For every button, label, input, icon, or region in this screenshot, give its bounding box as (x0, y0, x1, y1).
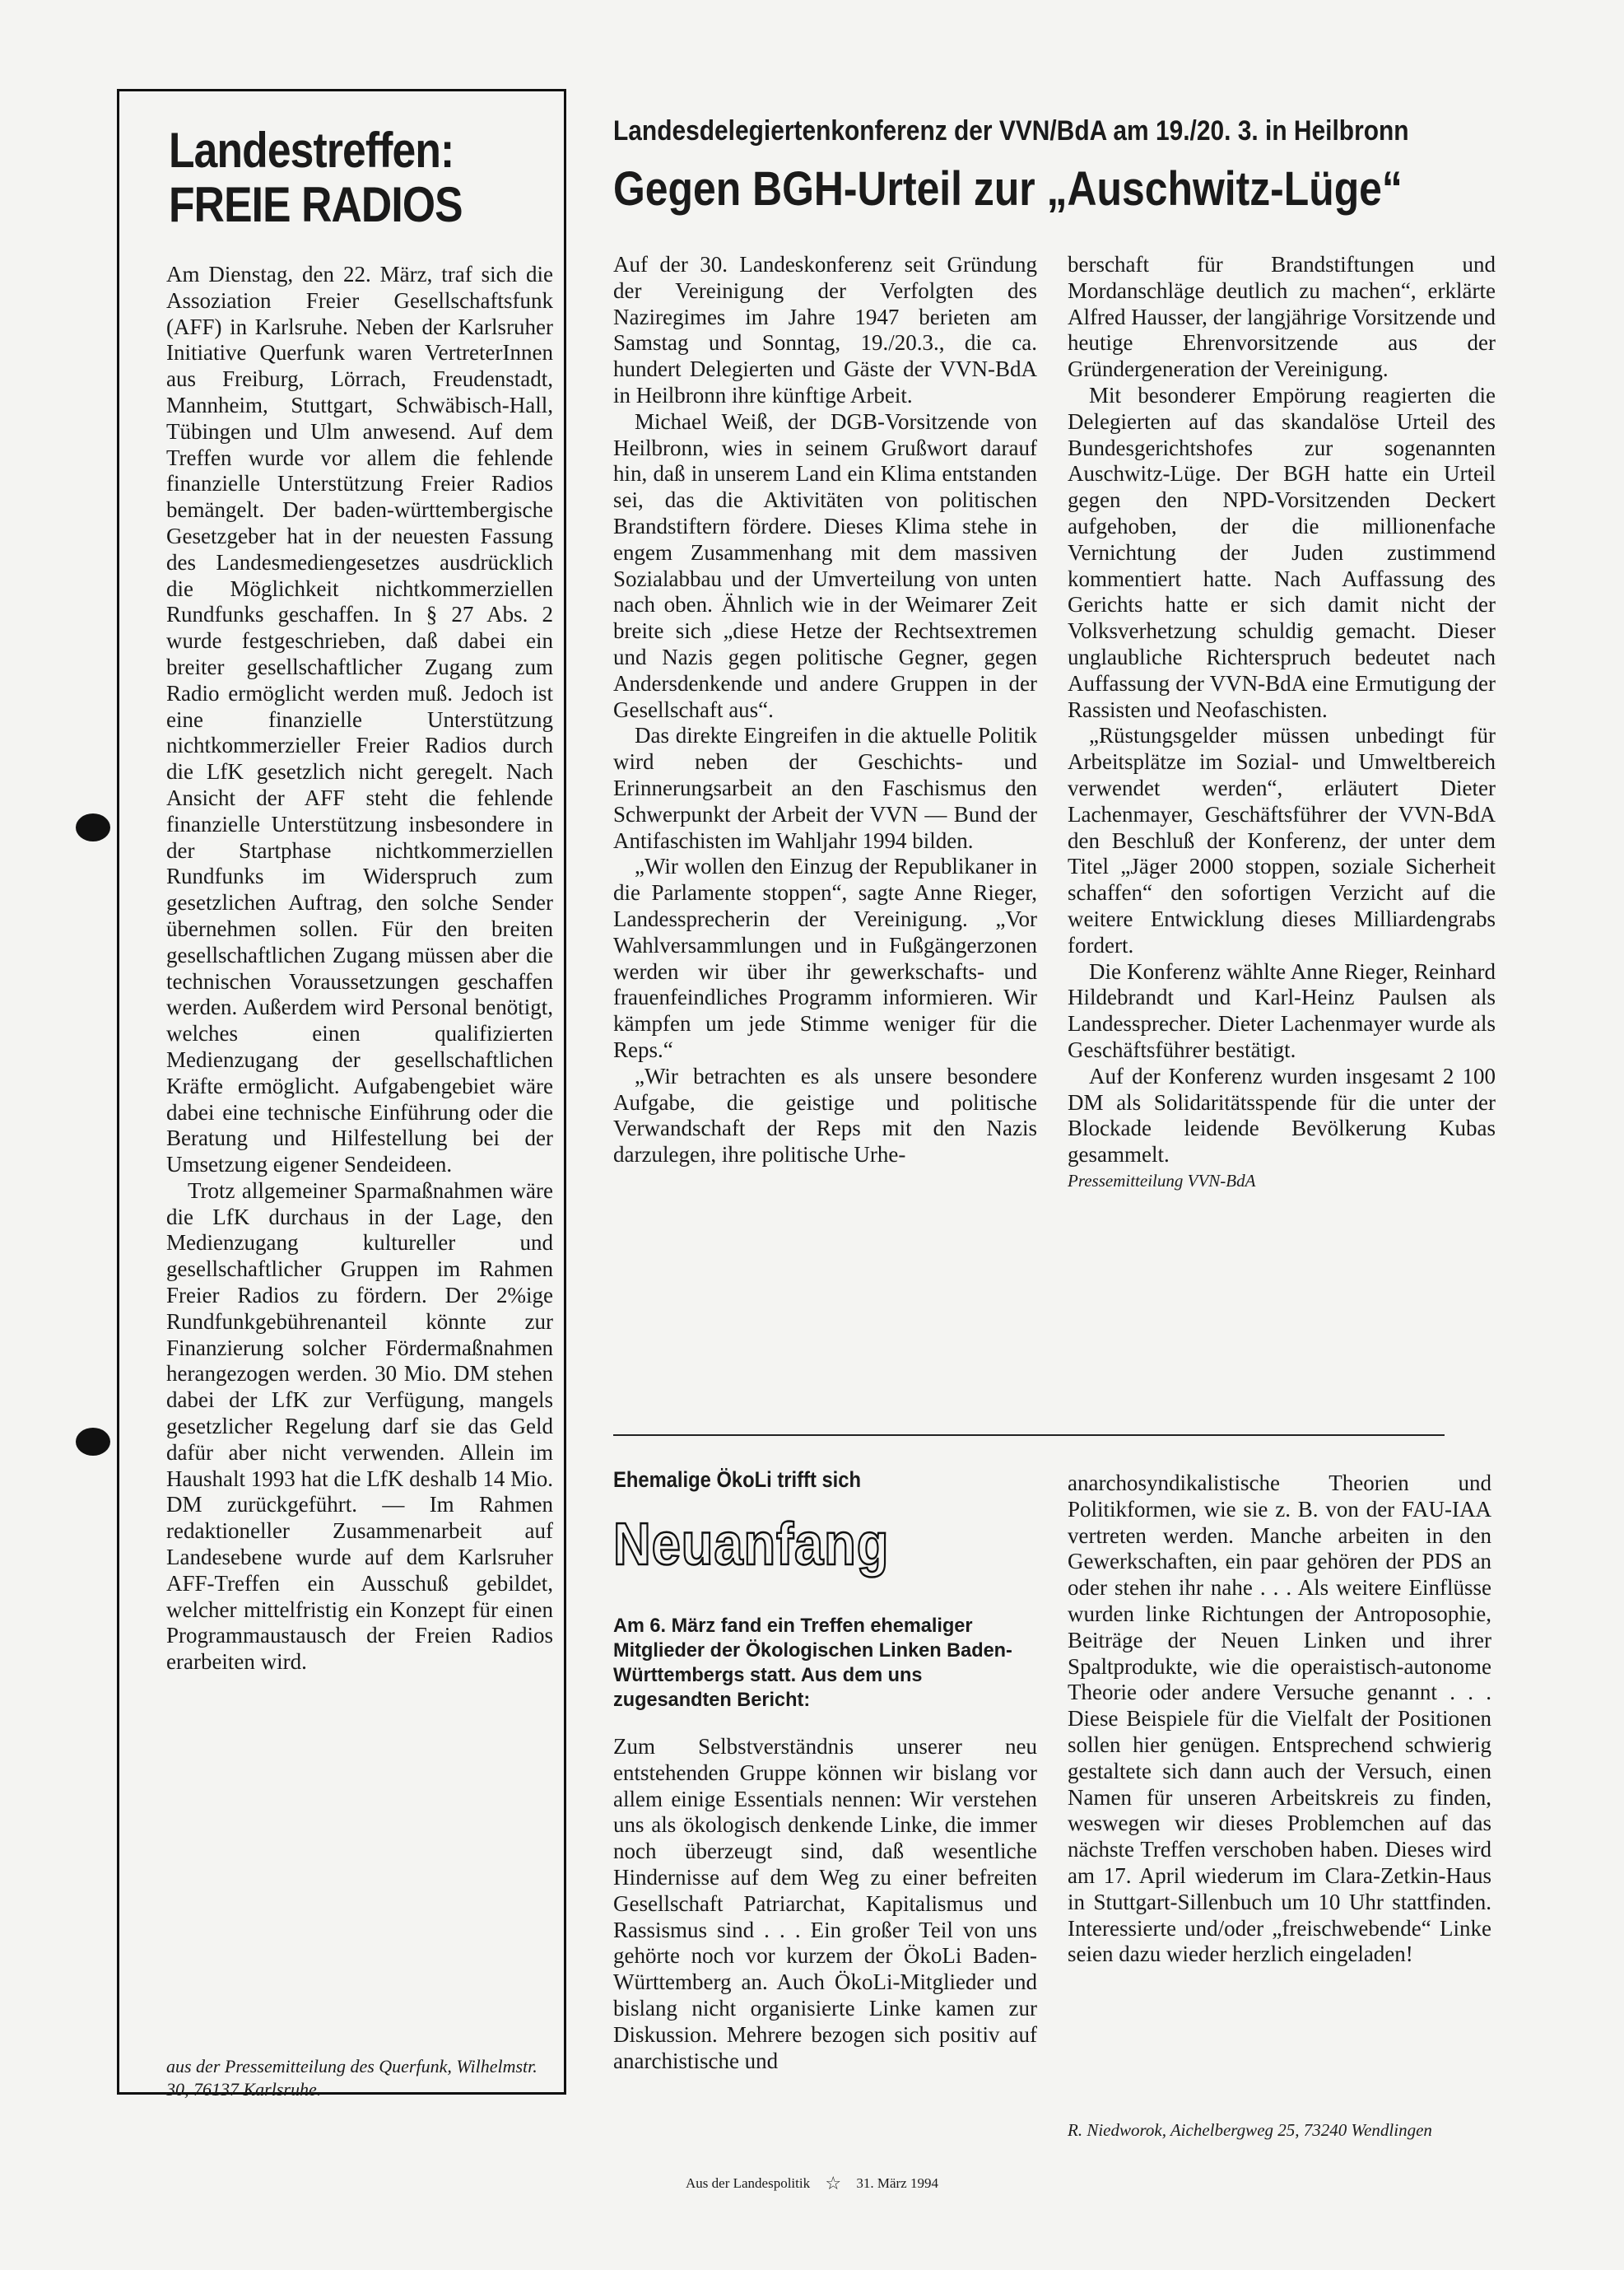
paragraph: Das direkte Eingreifen in die aktuelle Politik wird neben der Geschichts- und Erinnerungsarbeit an den Faschismus den Schwerpunkt der Arbeit der VVN — Bund der Antifaschisten im Wahljahr 1994 bilden. (613, 723, 1037, 853)
bottom-article-kicker: Ehemalige ÖkoLi trifft sich (613, 1467, 862, 1492)
paragraph: „Wir wollen den Einzug der Republikaner in die Parlamente stoppen“, sagte Anne Rieger, Landessprecherin der Vereinigung. „Vor Wahlversammlungen und in Fußgängerzonen werden wir über ihr gewerkschafts- und frauenfeindliches Programm informieren. Wir kämpfen um jede Stimme weniger für die Reps.“ (613, 854, 1037, 1062)
top-article-source: Pressemitteilung VVN-BdA (1068, 1170, 1256, 1191)
paragraph: anarchosyndikalistische Theorien und Politikformen, wie sie z. B. von der FAU-IAA vertreten werden. Manche arbeiten in den Gewerkschaften, ein paar gehören der PDS an oder stehen ihr nahe . . . Als weitere Einflüsse wurden linke Richtungen der Antroposophie, Beiträge der Neuen Linken und ihrer Spaltprodukte, wie die operaistisch-autonome Theorie oder andere Versuche genannt . . . Diese Beispiele für die Vielfalt der Positionen sollen hier genügen. Entsprechend schwierig gestaltete sich dann auch der Versuch, einen Namen für unseren Arbeitskreis zu finden, weswegen wir dieses Problemchen auf das nächste Treffen verschoben haben. Dieses wird am 17. April wiederum im Clara-Zetkin-Haus in Stuttgart-Sillenbuch um 10 Uhr stattfinden. Interessierte und/oder „freischwebende“ Linke seien dazu wieder herzlich eingeladen! (1068, 1471, 1491, 1967)
punch-hole-top (76, 813, 110, 841)
top-article-headline: Gegen BGH-Urteil zur „Auschwitz-Lüge“ (613, 162, 1403, 216)
paragraph: „Rüstungsgelder müssen unbedingt für Arbeitsplätze im Sozial- und Umweltbereich verwendet werden“, erläutert Dieter Lachenmayer, Geschäftsführer der VVN-BdA den Beschluß der Konferenz, der unter dem Titel „Jäger 2000 stoppen, soziale Sicherheit schaffen“ den sofortigen Verzicht auf die weitere Entwicklung dieses Milliardengrabs fordert. (1068, 723, 1496, 958)
footer-section-label: Aus der Landespolitik (686, 2175, 811, 2191)
page-footer (0, 2174, 1624, 2194)
paragraph: Auf der Konferenz wurden insgesamt 2 100 DM als Solidaritätsspende für die unter der Blockade leidende Bevölkerung Kubas gesammelt. (1068, 1063, 1496, 1168)
paragraph: berschaft für Brandstiftungen und Mordanschläge deutlich zu machen“, erklärte Alfred Hausser, der langjährige Vorsitzende und heutige Ehrenvorsitzende aus der Gründergeneration der Vereinigung. (1068, 252, 1496, 382)
bottom-article-headline: Neuanfang (613, 1512, 890, 1578)
punch-hole-bottom (76, 1428, 110, 1456)
footer-date: 31. März 1994 (856, 2175, 938, 2191)
paragraph: „Wir betrachten es als unsere besondere Aufgabe, die geistige und politische Verwandschaft der Reps mit den Nazis darzulegen, ihre politische Urhe- (613, 1063, 1037, 1168)
box-article-title: Landestreffen: FREIE RADIOS (169, 123, 463, 232)
top-article-column-2 (1068, 252, 1496, 1195)
bottom-article-source: R. Niedworok, Aichelbergweg 25, 73240 Wendlingen (1068, 2120, 1432, 2140)
bottom-article-column-1 (613, 1734, 1037, 2074)
bottom-article-lead: Am 6. März fand ein Treffen ehemaliger Mitglieder der Ökologischen Linken Baden-Württembergs statt. Aus dem uns zugesandten Bericht: (613, 1615, 1012, 1711)
star-icon: ☆ (825, 2174, 842, 2194)
paragraph: Zum Selbstverständnis unserer neu entstehenden Gruppe können wir bislang vor allem einige Essentials nennen: Wir verstehen uns als ökologisch denkende Linke, die immer noch überzeugt sind, daß wesentliche Hindernisse auf dem Weg zu einer befreiten Gesellschaft Patriarchat, Kapitalismus und Rassismus sind . . . Ein großer Teil von uns gehörte noch vor kurzem der ÖkoLi Baden-Württemberg an. Auch ÖkoLi-Mitglieder und bislang nicht organisierte Linke kamen zur Diskussion. Mehrere bezogen sich positiv auf anarchistische und (613, 1734, 1037, 2073)
paragraph: Mit besonderer Empörung reagierten die Delegierten auf das skandalöse Urteil des Bundesgerichtshofes zur sogenannten Auschwitz-Lüge. Der BGH hatte ein Urteil gegen den NPD-Vorsitzenden Deckert aufgehoben, der die millionenfache Vernichtung der Juden zustimmend kommentiert hatte. Nach Auffassung des Gerichts hatte er sich damit nicht der Volksverhetzung schuldig gemacht. Dieser unglaubliche Richterspruch bedeutet nach Auffassung der VVN-BdA eine Ermutigung der Rassisten und Neofaschisten. (1068, 382, 1496, 722)
paragraph: Auf der 30. Landeskonferenz seit Gründung der Vereinigung der Verfolgten des Naziregimes im Jahre 1947 berieten am Samstag und Sonntag, 19./20.3., die ca. hundert Delegierten und Gäste der VVN-BdA in Heilbronn ihre künftige Arbeit. (613, 252, 1037, 408)
top-article-column-1 (613, 252, 1037, 1168)
paragraph: Michael Weiß, der DGB-Vorsitzende von Heilbronn, wies in seinem Grußwort darauf hin, daß in unserem Land ein Klima entstanden sei, das die Aktivitäten von politischen Brandstiftern fördere. Dieses Klima stehe in engem Zusammenhang mit dem massiven Sozialabbau und der Umverteilung von unten nach oben. Ähnlich wie in der Weimarer Zeit breite sich „diese Hetze der Rechtsextremen und Nazis gegen politische Gegner, gegen Andersdenkende und andere Gruppen in der Gesellschaft aus“. (613, 408, 1037, 722)
bottom-article-column-2 (1068, 1471, 1491, 1968)
paragraph: Trotz allgemeiner Sparmaßnahmen wäre die LfK durchaus in der Lage, den Medienzugang kultureller und gesellschaftlicher Gruppen im Rahmen Freier Radios zu fördern. Der 2%ige Rundfunkgebührenanteil könnte zur Finanzierung solcher Fördermaßnahmen herangezogen werden. 30 Mio. DM stehen dabei der LfK zur Verfügung, mangels gesetzlicher Regelung darf sie das Geld dafür aber nicht verwenden. Allein im Haushalt 1993 hat die LfK deshalb 14 Mio. DM zurückgeführt. — Im Rahmen redaktioneller Zusammenarbeit auf Landesebene wurde auf dem Karlsruher AFF-Treffen ein Ausschuß gebildet, welcher mittelfristig ein Konzept für einen Programmaustausch der Freien Radios erarbeiten wird. (166, 1177, 553, 1675)
paragraph: Die Konferenz wählte Anne Rieger, Reinhard Hildebrandt und Karl-Heinz Paulsen als Landessprecher. Dieter Lachenmayer wurde als Geschäftsführer bestätigt. (1068, 958, 1496, 1062)
box-article-body (166, 262, 553, 1676)
article-divider (613, 1434, 1445, 1436)
top-article-kicker: Landesdelegiertenkonferenz der VVN/BdA am 19./20. 3. in Heilbronn (613, 115, 1409, 147)
paragraph: Am Dienstag, den 22. März, traf sich die Assoziation Freier Gesellschaftsfunk (AFF) in Karlsruhe. Neben der Karlsruher Initiative Querfunk waren VertreterInnen aus Freiburg, Lörrach, Freudenstadt, Mannheim, Stuttgart, Schwäbisch-Hall, Tübingen und Ulm anwesend. Auf dem Treffen wurde vor allem die fehlende finanzielle Unterstützung Freier Radios bemängelt. Der baden-württembergische Gesetzgeber hat in der neuesten Fassung des Landesmediengesetzes ausdrücklich die Möglichkeit nichtkommerziellen Rundfunks geschaffen. In § 27 Abs. 2 wurde festgeschrieben, daß dabei ein breiter gesellschaftlicher Zugang zum Radio ermöglicht werden muß. Jedoch ist eine finanzielle Unterstützung nichtkommerzieller Freier Radios durch die LfK gesetzlich nicht geregelt. Nach Ansicht der AFF steht die fehlende finanzielle Unterstützung insbesondere in der Startphase nichtkommerziellen Rundfunks im Widerspruch zum gesetzlichen Auftrag, den solche Sender übernehmen sollen. Für den breiten gesellschaftlichen Zugang müssen aber die technischen Voraussetzungen geschaffen werden. Außerdem wird Personal benötigt, welches einen qualifizierten Medienzugang der gesellschaftlichen Kräfte ermöglicht. Aufgabengebiet wäre dabei eine technische Einführung oder die Beratung und Hilfestellung bei der Umsetzung eigener Sendeideen. (166, 262, 553, 1177)
box-article-source: aus der Pressemitteilung des Querfunk, Wilhelmstr. 30, 76137 Karlsruhe. (166, 2056, 537, 2100)
